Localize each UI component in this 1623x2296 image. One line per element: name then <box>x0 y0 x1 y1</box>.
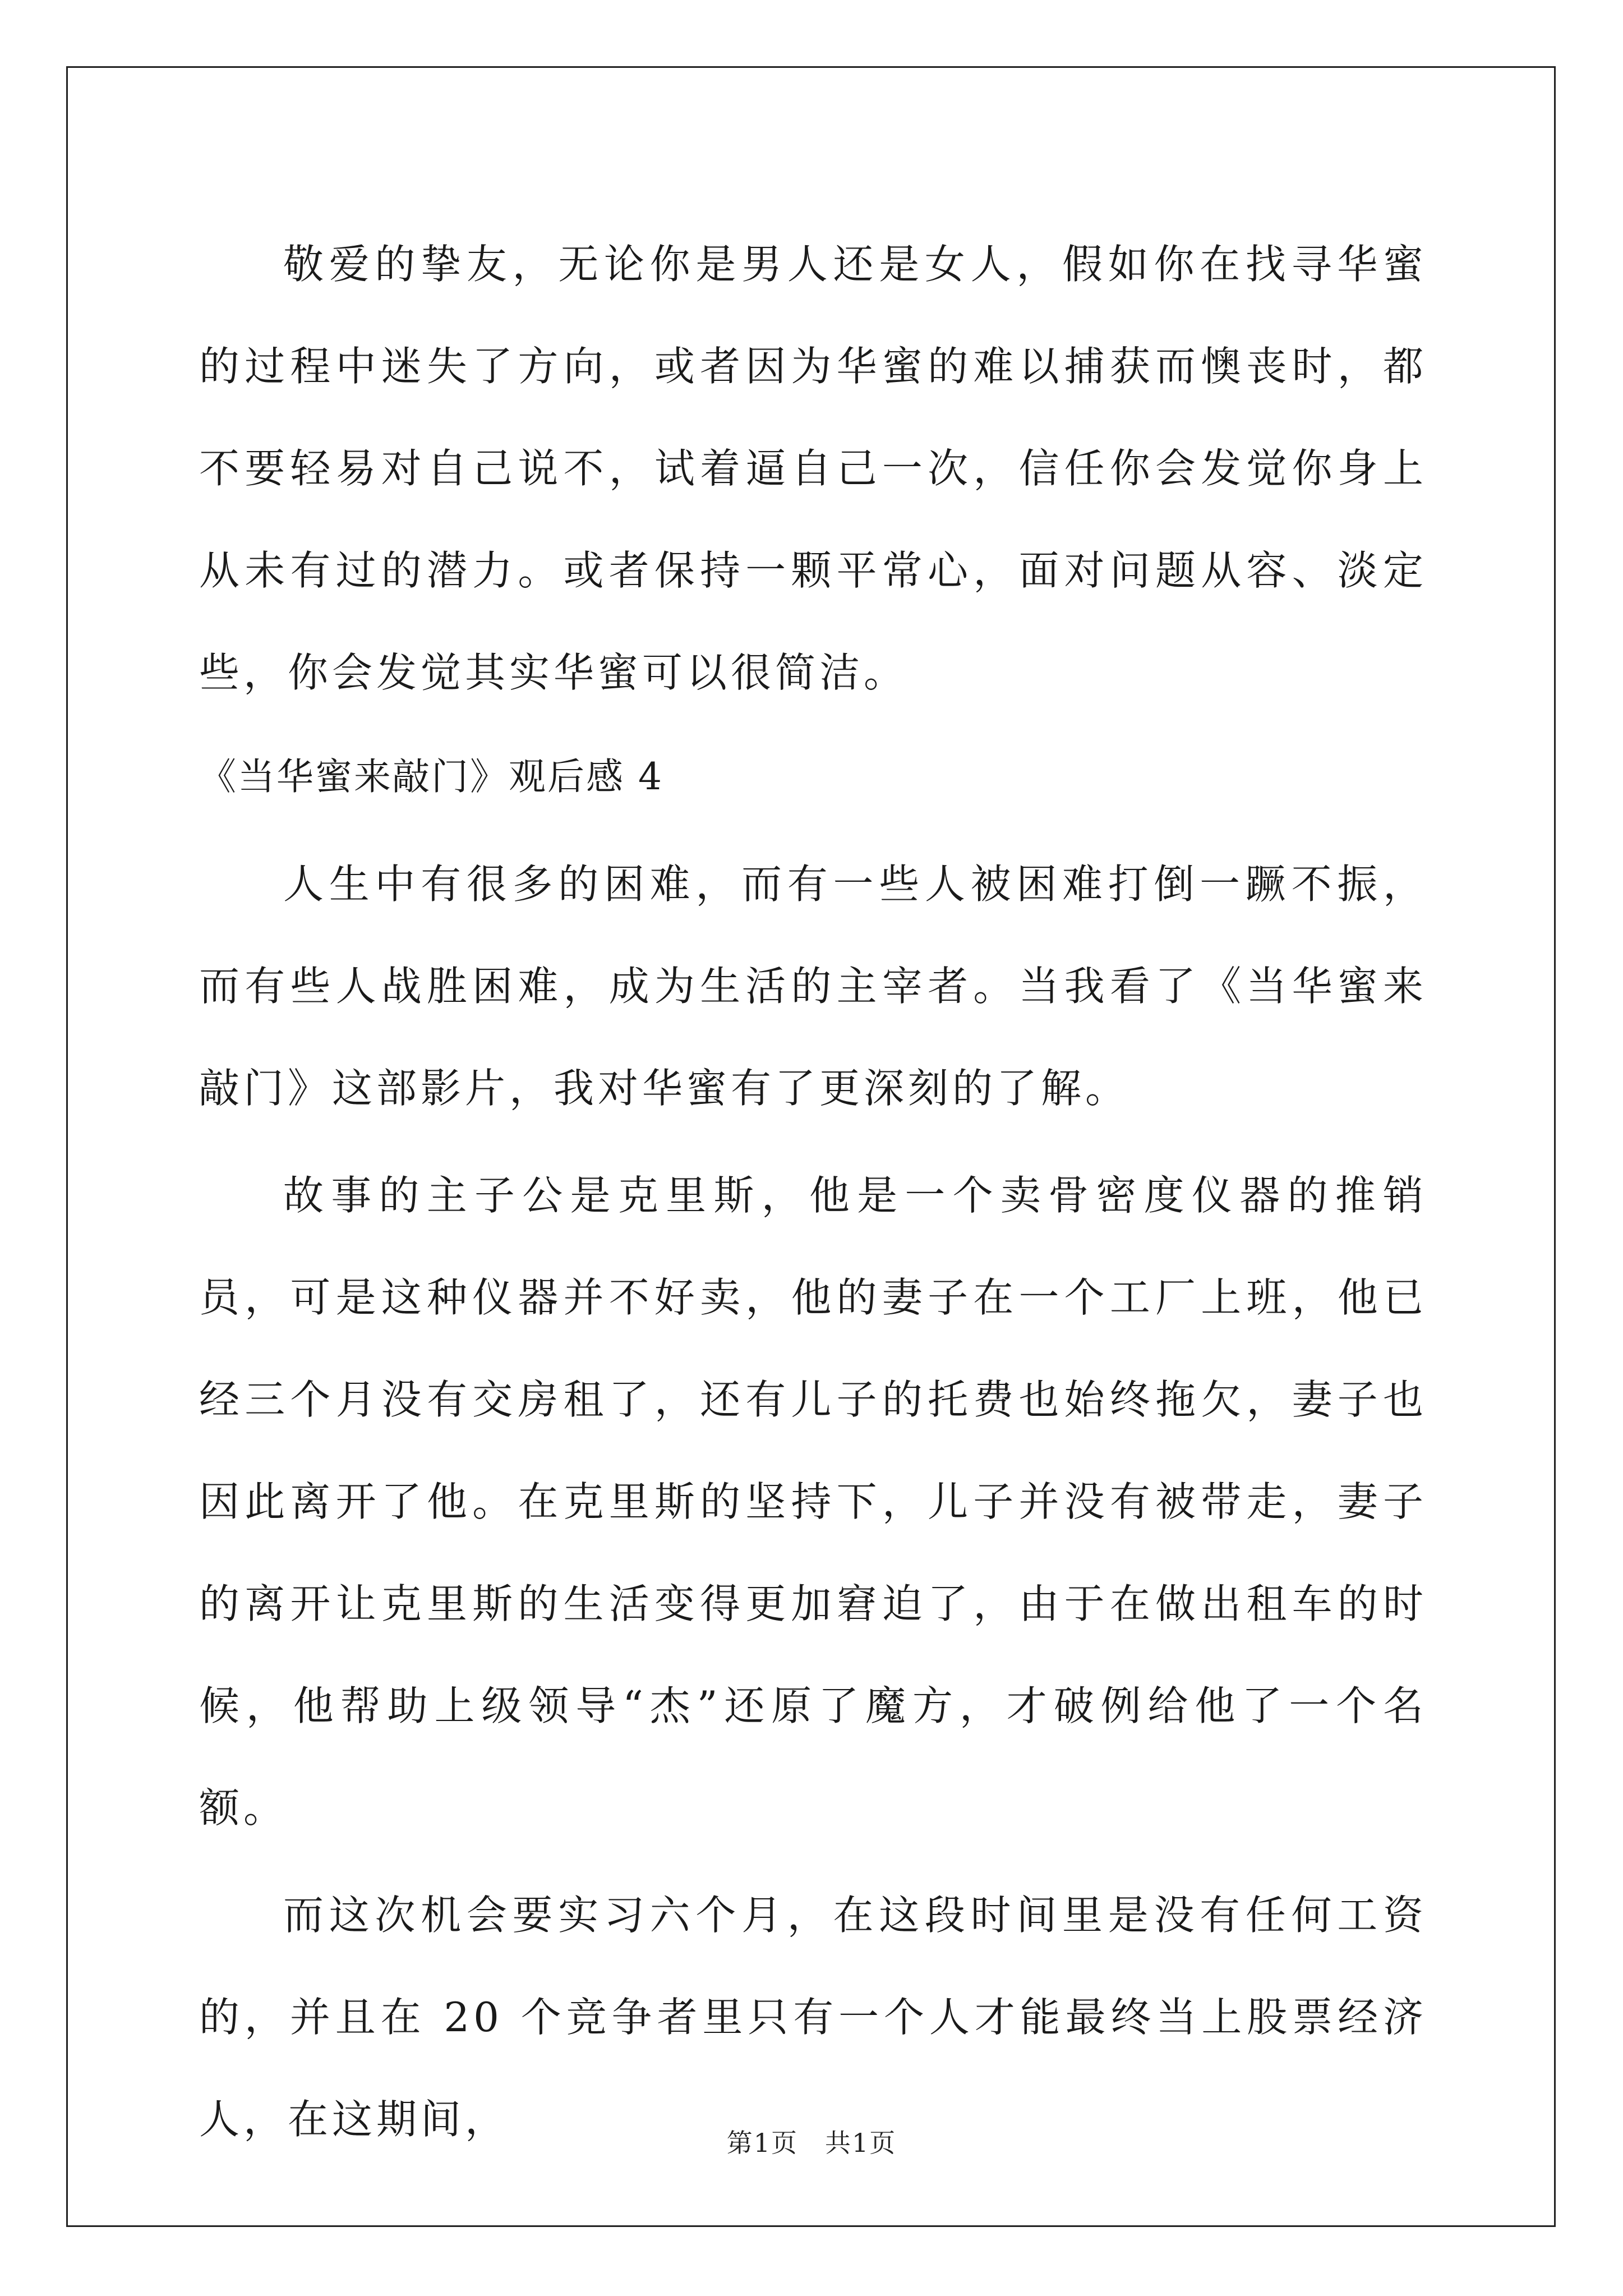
paragraph: 敬爱的挚友，无论你是男人还是女人，假如你在找寻华蜜的过程中迷失了方向，或者因为华蜜的难以捕获而懊丧时，都不要轻易对自己说不，试着逼自己一次，信任你会发觉你身上从未有过的潜力。或者保持一颗平常心，面对问题从容、淡定些，你会发觉其实华蜜可以很简洁。 <box>199 241 1427 696</box>
page-number: 第1页 <box>726 2128 798 2158</box>
paragraph: 故事的主子公是克里斯，他是一个卖骨密度仪器的推销员，可是这种仪器并不好卖，他的妻子在一个工厂上班，他已经三个月没有交房租了，还有儿子的托费也始终拖欠，妻子也因此离开了他。在克里斯的坚持下，儿子并没有被带走，妻子的离开让克里斯的生活变得更加窘迫了，由于在做出租车的时候，他帮助上级领导“杰”还原了魔方，才破例给他了一个名额。 <box>199 1172 1427 1832</box>
document-body <box>199 213 1427 2170</box>
section-heading: 《当华蜜来敲门》观后感 4 <box>199 755 663 798</box>
paragraph: 而这次机会要实习六个月，在这段时间里是没有任何工资的，并且在 20 个竞争者里只有一个人才能最终当上股票经济人，在这期间， <box>199 1892 1427 2143</box>
page-footer <box>0 2126 1623 2160</box>
page-count: 共1页 <box>825 2128 897 2158</box>
paragraph: 人生中有很多的困难，而有一些人被困难打倒一蹶不振，而有些人战胜困难，成为生活的主宰者。当我看了《当华蜜来敲门》这部影片，我对华蜜有了更深刻的了解。 <box>199 861 1427 1112</box>
